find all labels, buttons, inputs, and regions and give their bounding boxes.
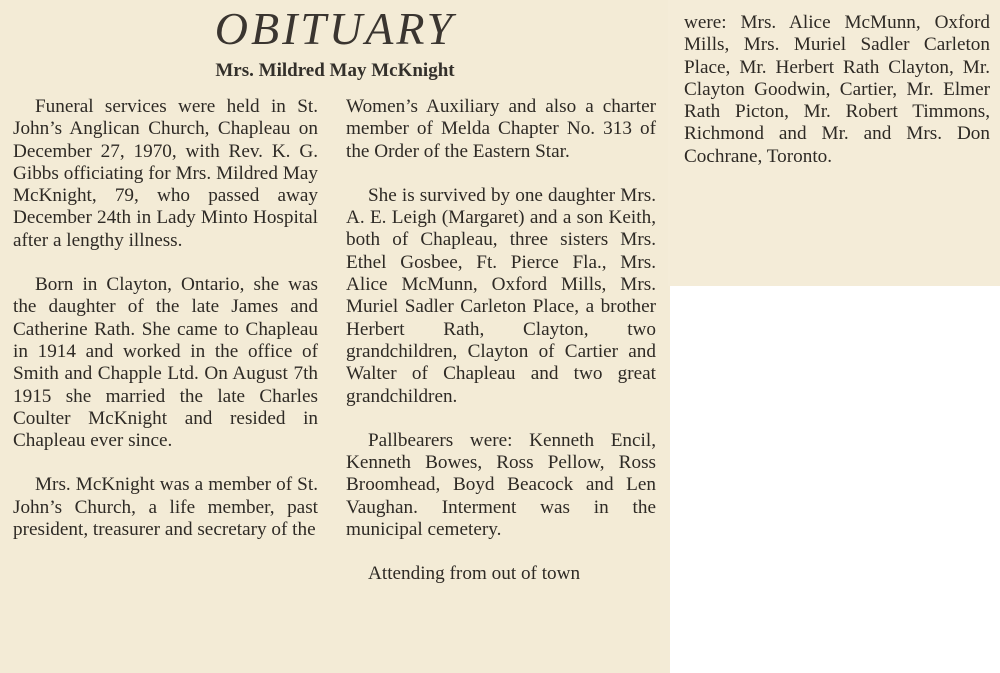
- paragraph-membership: Mrs. McKnight was a member of St. John’s Church, a life member, past president, treasurer and secretary of the: [13, 474, 318, 541]
- paragraph-membership-continued: Women’s Auxiliary and also a charter member of Melda Chapter No. 313 of the Order of the Eastern Star.: [346, 96, 656, 162]
- article-column-2: [346, 96, 656, 586]
- paragraph-funeral: Funeral services were held in St. John’s Anglican Church, Chapleau on December 27, 1970, with Rev. K. G. Gibbs officiating for Mrs. Mildred May McKnight, 79, who passed away December 24th in Lady Minto Hospital after a lengthy illness.: [13, 96, 318, 251]
- paragraph-pallbearers: Pallbearers were: Kenneth Encil, Kenneth Bowes, Ross Pellow, Ross Broomhead, Boyd Beacock and Len Vaughan. Interment was in the municipal cemetery.: [346, 429, 656, 541]
- article-column-1: [13, 96, 318, 541]
- deceased-name: Mrs. Mildred May McKnight: [215, 60, 455, 81]
- paragraph-survivors: She is survived by one daughter Mrs. A. E. Leigh (Margaret) and a son Keith, both of Chapleau, three sisters Mrs. Ethel Gosbee, Ft. Pierce Fla., Mrs. Alice McMunn, Oxford Mills, Mrs. Muriel Sadler Carleton Place, a brother Herbert Rath, Clayton, two grandchildren, Clayton of Cartier and Walter of Chapleau and two great grandchildren.: [346, 184, 656, 407]
- paragraph-attending-continued: were: Mrs. Alice McMunn, Oxford Mills, Mrs. Muriel Sadler Carleton Place, Mr. Herbert Rath Clayton, Mr. Clayton Goodwin, Cartier, Mr. Elmer Rath Picton, Mr. Robert Timmons, Richmond and Mr. and Mrs. Don Cochrane, Toronto.: [684, 12, 990, 167]
- paragraph-biography: Born in Clayton, Ontario, she was the daughter of the late James and Catherine Rath. She came to Chapleau in 1914 and worked in the office of Smith and Chapple Ltd. On August 7th 1915 she married the late Charles Coulter McKnight and resided in Chapleau ever since.: [13, 274, 318, 452]
- article-column-3: [684, 12, 990, 168]
- paragraph-attending: Attending from out of town: [368, 563, 581, 585]
- obituary-title: OBITUARY: [214, 3, 456, 54]
